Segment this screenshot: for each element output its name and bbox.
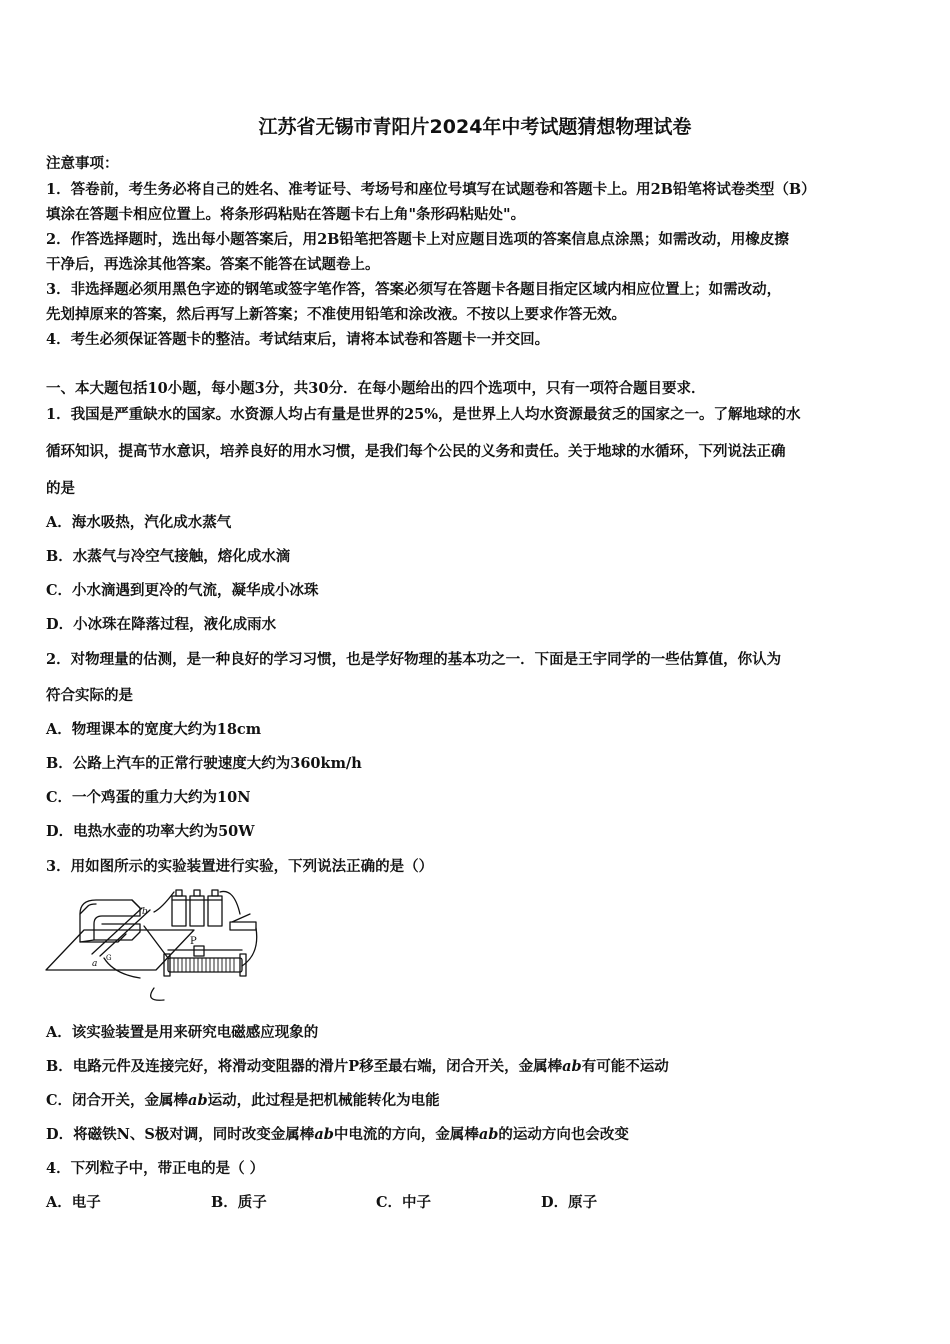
label-a: a [92, 959, 98, 969]
q1-option-d: D．小冰珠在降落过程，液化成雨水 [46, 616, 277, 633]
notice-line-2: 填涂在答题卡相应位置上。将条形码粘贴在答题卡右上角"条形码粘贴处"。 [46, 206, 526, 223]
q2-stem-1: 2．对物理量的估测，是一种良好的学习习惯，也是学好物理的基本功之一．下面是王宇同学的一些估算值，你认为 [46, 651, 782, 668]
q4-option-b: B．质子 [211, 1194, 267, 1211]
q3-option-a: A．该实验装置是用来研究电磁感应现象的 [46, 1024, 319, 1041]
q4-option-d: D．原子 [541, 1194, 598, 1211]
q3-option-d: D．将磁铁N、S极对调，同时改变金属棒ab中电流的方向，金属棒ab的运动方向也会改变 [46, 1126, 629, 1143]
notice-line-6: 先划掉原来的答案，然后再写上新答案；不准使用铅笔和涂改液。不按以上要求作答无效。 [46, 306, 626, 323]
q2-option-c: C．一个鸡蛋的重力大约为10N [46, 789, 251, 806]
section-header: 一、本大题包括10小题，每小题3分，共30分．在每小题给出的四个选项中，只有一项符合题目要求． [46, 380, 706, 397]
q4-stem: 4．下列粒子中，带正电的是（ ） [46, 1160, 265, 1177]
q2-option-b: B．公路上汽车的正常行驶速度大约为360km/h [46, 755, 362, 772]
notice-heading: 注意事项： [46, 155, 119, 172]
label-b: b [142, 907, 148, 917]
exam-title: 江苏省无锡市青阳片2024年中考试题猜想物理试卷 [258, 116, 692, 138]
q1-stem-3: 的是 [46, 480, 75, 497]
q1-option-c: C．小水滴遇到更冷的气流，凝华成小冰珠 [46, 582, 319, 599]
notice-line-4: 干净后，再选涂其他答案。答案不能答在试题卷上。 [46, 256, 380, 273]
q1-stem-2: 循环知识，提高节水意识，培养良好的用水习惯，是我们每个公民的义务和责任。关于地球的水循环，下列说法正确 [46, 443, 786, 460]
notice-line-3: 2．作答选择题时，选出每小题答案后，用2B铅笔把答题卡上对应题目选项的答案信息点涂黑；如需改动，用橡皮擦 [46, 231, 789, 248]
experiment-apparatus-figure [44, 884, 262, 1004]
notice-line-7: 4．考生必须保证答题卡的整洁。考试结束后，请将本试卷和答题卡一并交回。 [46, 331, 550, 348]
notice-line-1: 1．答卷前，考生务必将自己的姓名、准考证号、考场号和座位号填写在试题卷和答题卡上。用2B铅笔将试卷类型（B） [46, 181, 816, 198]
q1-option-b: B．水蒸气与冷空气接触，熔化成水滴 [46, 548, 291, 565]
q3-option-b: B．电路元件及连接完好，将滑动变阻器的滑片P移至最右端，闭合开关，金属棒ab有可能不运动 [46, 1058, 669, 1075]
q2-option-a: A．物理课本的宽度大约为18cm [46, 721, 262, 738]
q3-option-c: C．闭合开关，金属棒ab运动，此过程是把机械能转化为电能 [46, 1092, 440, 1109]
q4-option-c: C．中子 [376, 1194, 432, 1211]
q3-stem: 3．用如图所示的实验装置进行实验，下列说法正确的是（） [46, 858, 434, 875]
label-g: G [106, 954, 112, 962]
label-p: P [190, 936, 197, 947]
notice-line-5: 3．非选择题必须用黑色字迹的钢笔或签字笔作答，答案必须写在答题卡各题目指定区域内相应位置上；如需改动， [46, 281, 782, 298]
q1-option-a: A．海水吸热，汽化成水蒸气 [46, 514, 232, 531]
q2-stem-2: 符合实际的是 [46, 687, 133, 704]
q4-option-a: A．电子 [46, 1194, 101, 1211]
q1-stem-1: 1．我国是严重缺水的国家。水资源人均占有量是世界的25%，是世界上人均水资源最贫乏的国家之一。了解地球的水 [46, 406, 801, 423]
q2-option-d: D．电热水壶的功率大约为50W [46, 823, 255, 840]
